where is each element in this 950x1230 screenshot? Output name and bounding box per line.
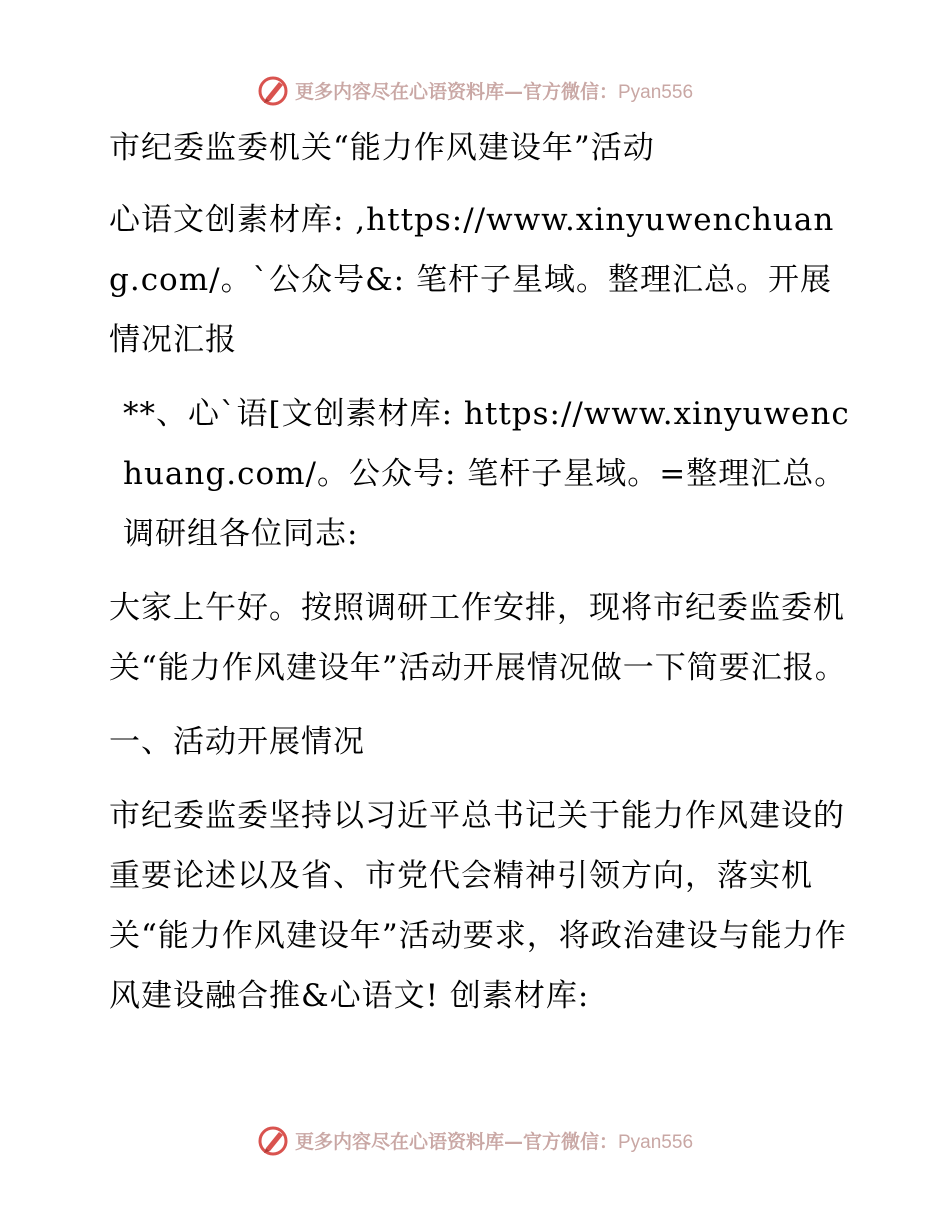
footer-wechat-id: Pyan556 (618, 1131, 694, 1153)
footer-banner (0, 1120, 950, 1160)
header-banner-text: 更多内容尽在心语资料库—官方微信：Pyan556 (294, 80, 694, 103)
paragraph-4: 市纪委监委坚持以习近平总书记关于能力作风建设的重要论述以及省、市党代会精神引领方向，落实机关“能力作风建设年”活动要求，将政治建设与能力作风建设融合推&心语文! 创素材库: (109, 798, 847, 1014)
paragraph-2: **、心`语[文创素材库: https://www.xinyuwenchuang.com/。公众号: 笔杆子星域。=整理汇总。调研组各位同志: (123, 396, 850, 552)
document-body (97, 118, 857, 1040)
header-banner (0, 70, 950, 110)
footer-banner-text: 更多内容尽在心语资料库—官方微信：Pyan556 (294, 1130, 694, 1153)
pen-logo-icon (257, 1124, 289, 1156)
paragraph-3: 大家上午好。按照调研工作安排，现将市纪委监委机关“能力作风建设年”活动开展情况做一下简要汇报。 (109, 590, 847, 686)
paragraph-1: 心语文创素材库: ,https://www.xinyuwenchuang.com/。`公众号&: 笔杆子星域。整理汇总。开展情况汇报 (109, 202, 835, 358)
pen-logo-icon (257, 74, 289, 106)
header-wechat-id: Pyan556 (618, 81, 694, 103)
section-heading-1: 一、活动开展情况 (109, 724, 365, 760)
document-title: 市纪委监委机关“能力作风建设年”活动 (109, 130, 655, 166)
